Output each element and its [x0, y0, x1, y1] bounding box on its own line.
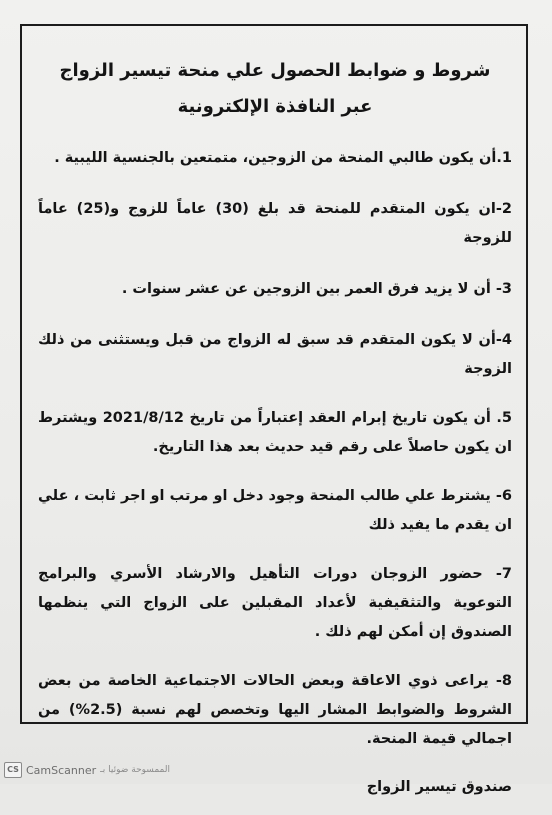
document-subtitle: عبر النافذة الإلكترونية [177, 96, 373, 117]
document-body [38, 56, 512, 815]
condition-item-7: 7- حضور الزوجان دورات التأهيل والارشاد الأسري والبرامج التوعوية والتثقيفية لأعداد المقبلين على الزواج التي ينظمها الصندوق إن أمكن لهم ذلك . [38, 566, 512, 640]
condition-item-2: 2-ان يكون المتقدم للمنحة قد بلغ (30) عاماً للزوج و(25) عاماً للزوجة [38, 201, 512, 246]
scanner-app-name: CamScanner [26, 763, 97, 777]
condition-item-5: 5. أن يكون تاريخ إبرام العقد إعتباراً من تاريخ 2021/8/12 ويشترط ان يكون حاصلاً على رقم قيد حديث بعد هذا التاريخ. [38, 410, 512, 455]
condition-item-8: 8- يراعى ذوي الاعاقة وبعض الحالات الاجتماعية الخاصة من بعض الشروط والضوابط المشار اليها وتخصص لهم نسبة (2.5%) من اجمالي قيمة المنحة. [38, 673, 512, 747]
document-title: شروط و ضوابط الحصول علي منحة تيسير الزواج [59, 60, 491, 81]
condition-item-4: 4-أن لا يكون المتقدم قد سبق له الزواج من قبل ويستثنى من ذلك الزوجة [38, 332, 512, 377]
condition-item-6: 6- يشترط علي طالب المنحة وجود دخل او مرتب او اجر ثابت ، علي ان يقدم ما يفيد ذلك [38, 488, 512, 533]
camscanner-logo-icon: CS [4, 762, 22, 778]
signature-fund-name: صندوق تيسير الزواج [366, 779, 512, 795]
condition-item-1: 1.أن يكون طالبي المنحة من الزوجين، متمتعين بالجنسية الليبية . [54, 150, 512, 166]
scanner-watermark [4, 760, 170, 780]
scanner-note: الممسوحة ضوئيا بـ [100, 765, 170, 775]
condition-item-3: 3- أن لا يزيد فرق العمر بين الزوجين عن عشر سنوات . [121, 281, 512, 297]
